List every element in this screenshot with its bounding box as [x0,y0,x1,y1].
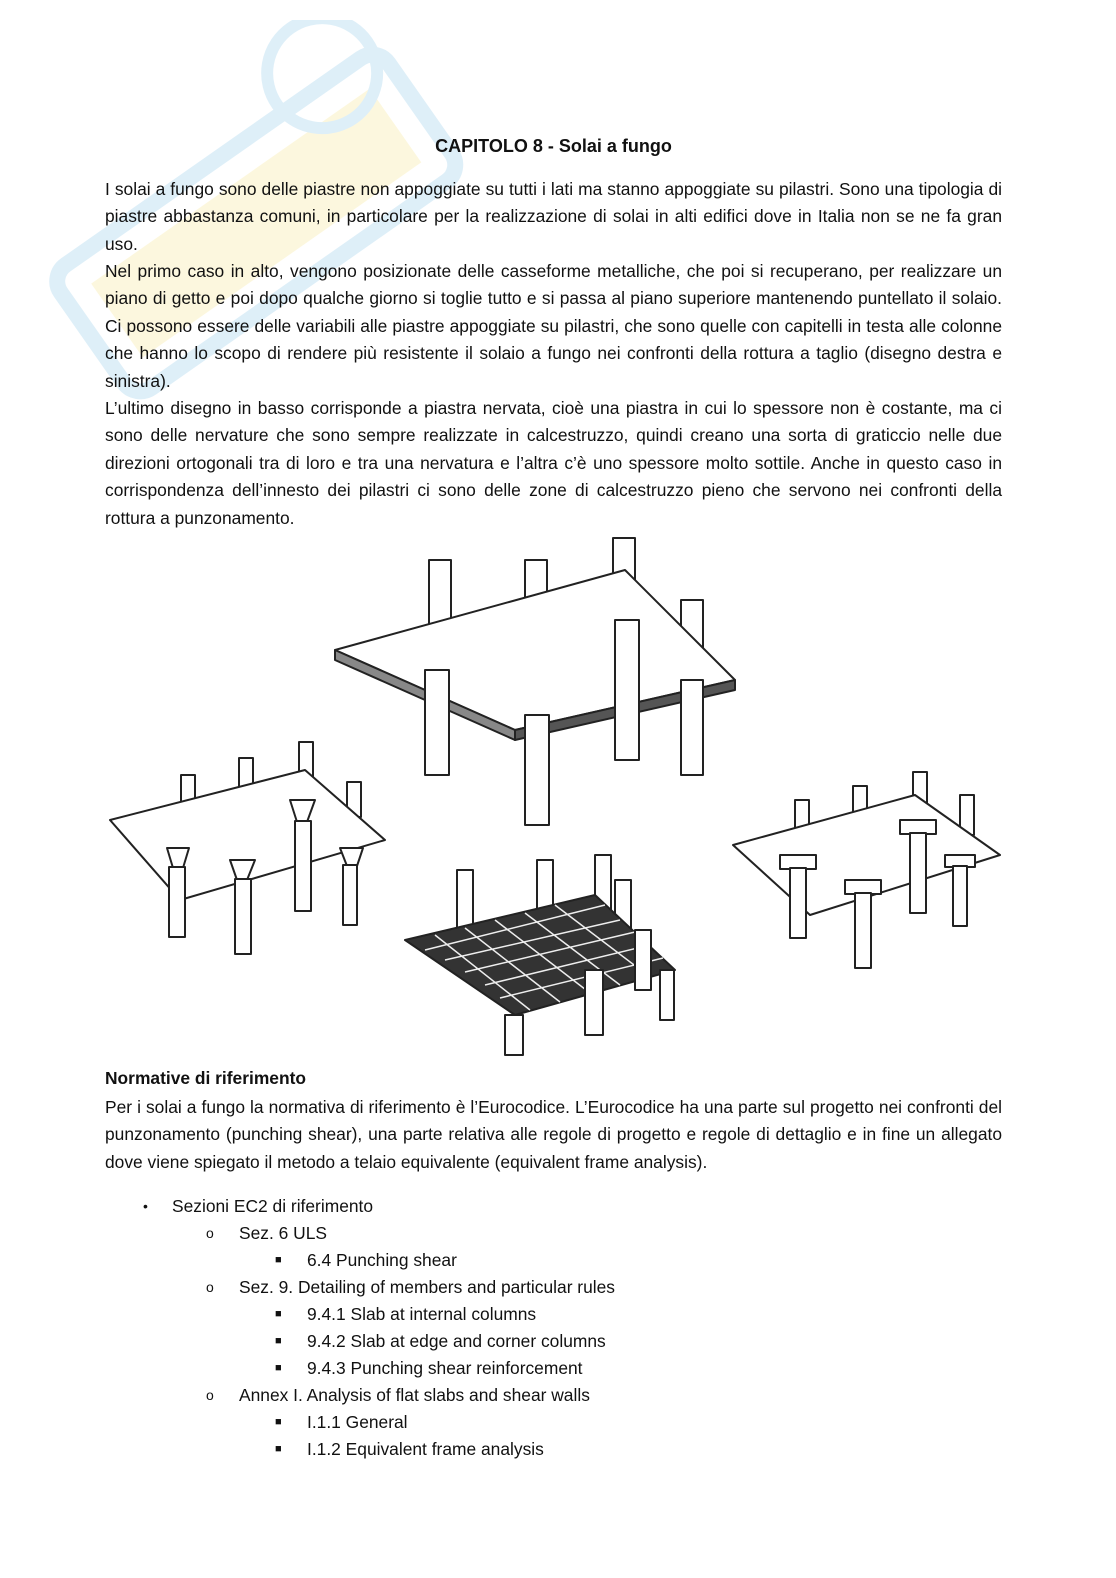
paragraph-first-case: Nel primo caso in alto, vengono posizionate delle casseforme metalliche, che poi si recuperano, per realizzare un piano di getto e poi dopo qualche giorno si toglie tutto e si passa al piano superiore mantenendo puntellato il solaio. Ci possono essere delle variabili alle piastre appoggiate su pilastri, che sono quelle con capitelli in testa alle colonne che hanno lo scopo di rendere più resistente il solaio a fungo nei confronti della rottura a taglio (disegno destra e sinistra). [105,261,1002,391]
square-bullet-icon: ■ [275,1335,282,1347]
list-item: ■ I.1.1 General [105,1409,1002,1436]
list-item: • Sezioni EC2 di riferimento [105,1193,1002,1220]
right-slab-drop-panels-drawing [733,772,1000,968]
list-item: ■ 9.4.2 Slab at edge and corner columns [105,1328,1002,1355]
left-slab-capitals-drawing [110,742,385,954]
ribbed-slab-drawing [405,855,675,1055]
square-bullet-icon: ■ [275,1254,282,1266]
circle-bullet-icon: o [206,1225,214,1241]
paragraph-ribbed-slab: L’ultimo disegno in basso corrisponde a piastra nervata, cioè una piastra in cui lo spessore non è costante, ma ci sono delle nervature che sono sempre realizzate in calcestruzzo, quindi creano una sorta di graticcio nelle due direzioni ortogonali tra di loro e tra una nervatura e l’altra c’è uno spessore molto sottile. Anche in questo caso in corrispondenza dell’innesto dei pilastri ci sono delle zone di calcestruzzo pieno che servono nei confronti della rottura a punzonamento. [105,398,1002,528]
list-item: ■ 9.4.1 Slab at internal columns [105,1301,1002,1328]
circle-bullet-icon: o [206,1279,214,1295]
square-bullet-icon: ■ [275,1443,282,1455]
list-item: ■ I.1.2 Equivalent frame analysis [105,1436,1002,1463]
flat-slab-drawing [335,538,735,825]
list-item: ■ 6.4 Punching shear [105,1247,1002,1274]
page-title: CAPITOLO 8 - Solai a fungo [435,136,672,156]
list-item: o Sez. 6 ULS [105,1220,1002,1247]
list-item: o Annex I. Analysis of flat slabs and shear walls [105,1382,1002,1409]
square-bullet-icon: ■ [275,1362,282,1374]
paragraph-intro: I solai a fungo sono delle piastre non appoggiate su tutti i lati ma stanno appoggiate su pilastri. Sono una tipologia di piastre abbastanza comuni, in particolare per la realizzazione di solai in alti edifici dove in Italia non se ne fa gran uso. [105,179,1002,254]
section-heading: Normative di riferimento [105,1068,307,1088]
list-item: ■ 9.4.3 Punching shear reinforcement [105,1355,1002,1382]
paragraph-normative: Per i solai a fungo la normativa di riferimento è l’Eurocodice. L’Eurocodice ha una parte sul progetto nei confronti del punzonamento (punching shear), una parte relativa alle regole di progetto e regole di dettaglio e in fine un allegato dove viene spiegato il metodo a telaio equivalente (equivalent frame analysis). [105,1097,1002,1172]
square-bullet-icon: ■ [275,1308,282,1320]
square-bullet-icon: ■ [275,1416,282,1428]
flat-slab-illustrations [105,530,1005,1060]
list-item: o Sez. 9. Detailing of members and particular rules [105,1274,1002,1301]
bullet-icon: • [143,1198,148,1214]
reference-list [105,1193,1002,1463]
circle-bullet-icon: o [206,1387,214,1403]
